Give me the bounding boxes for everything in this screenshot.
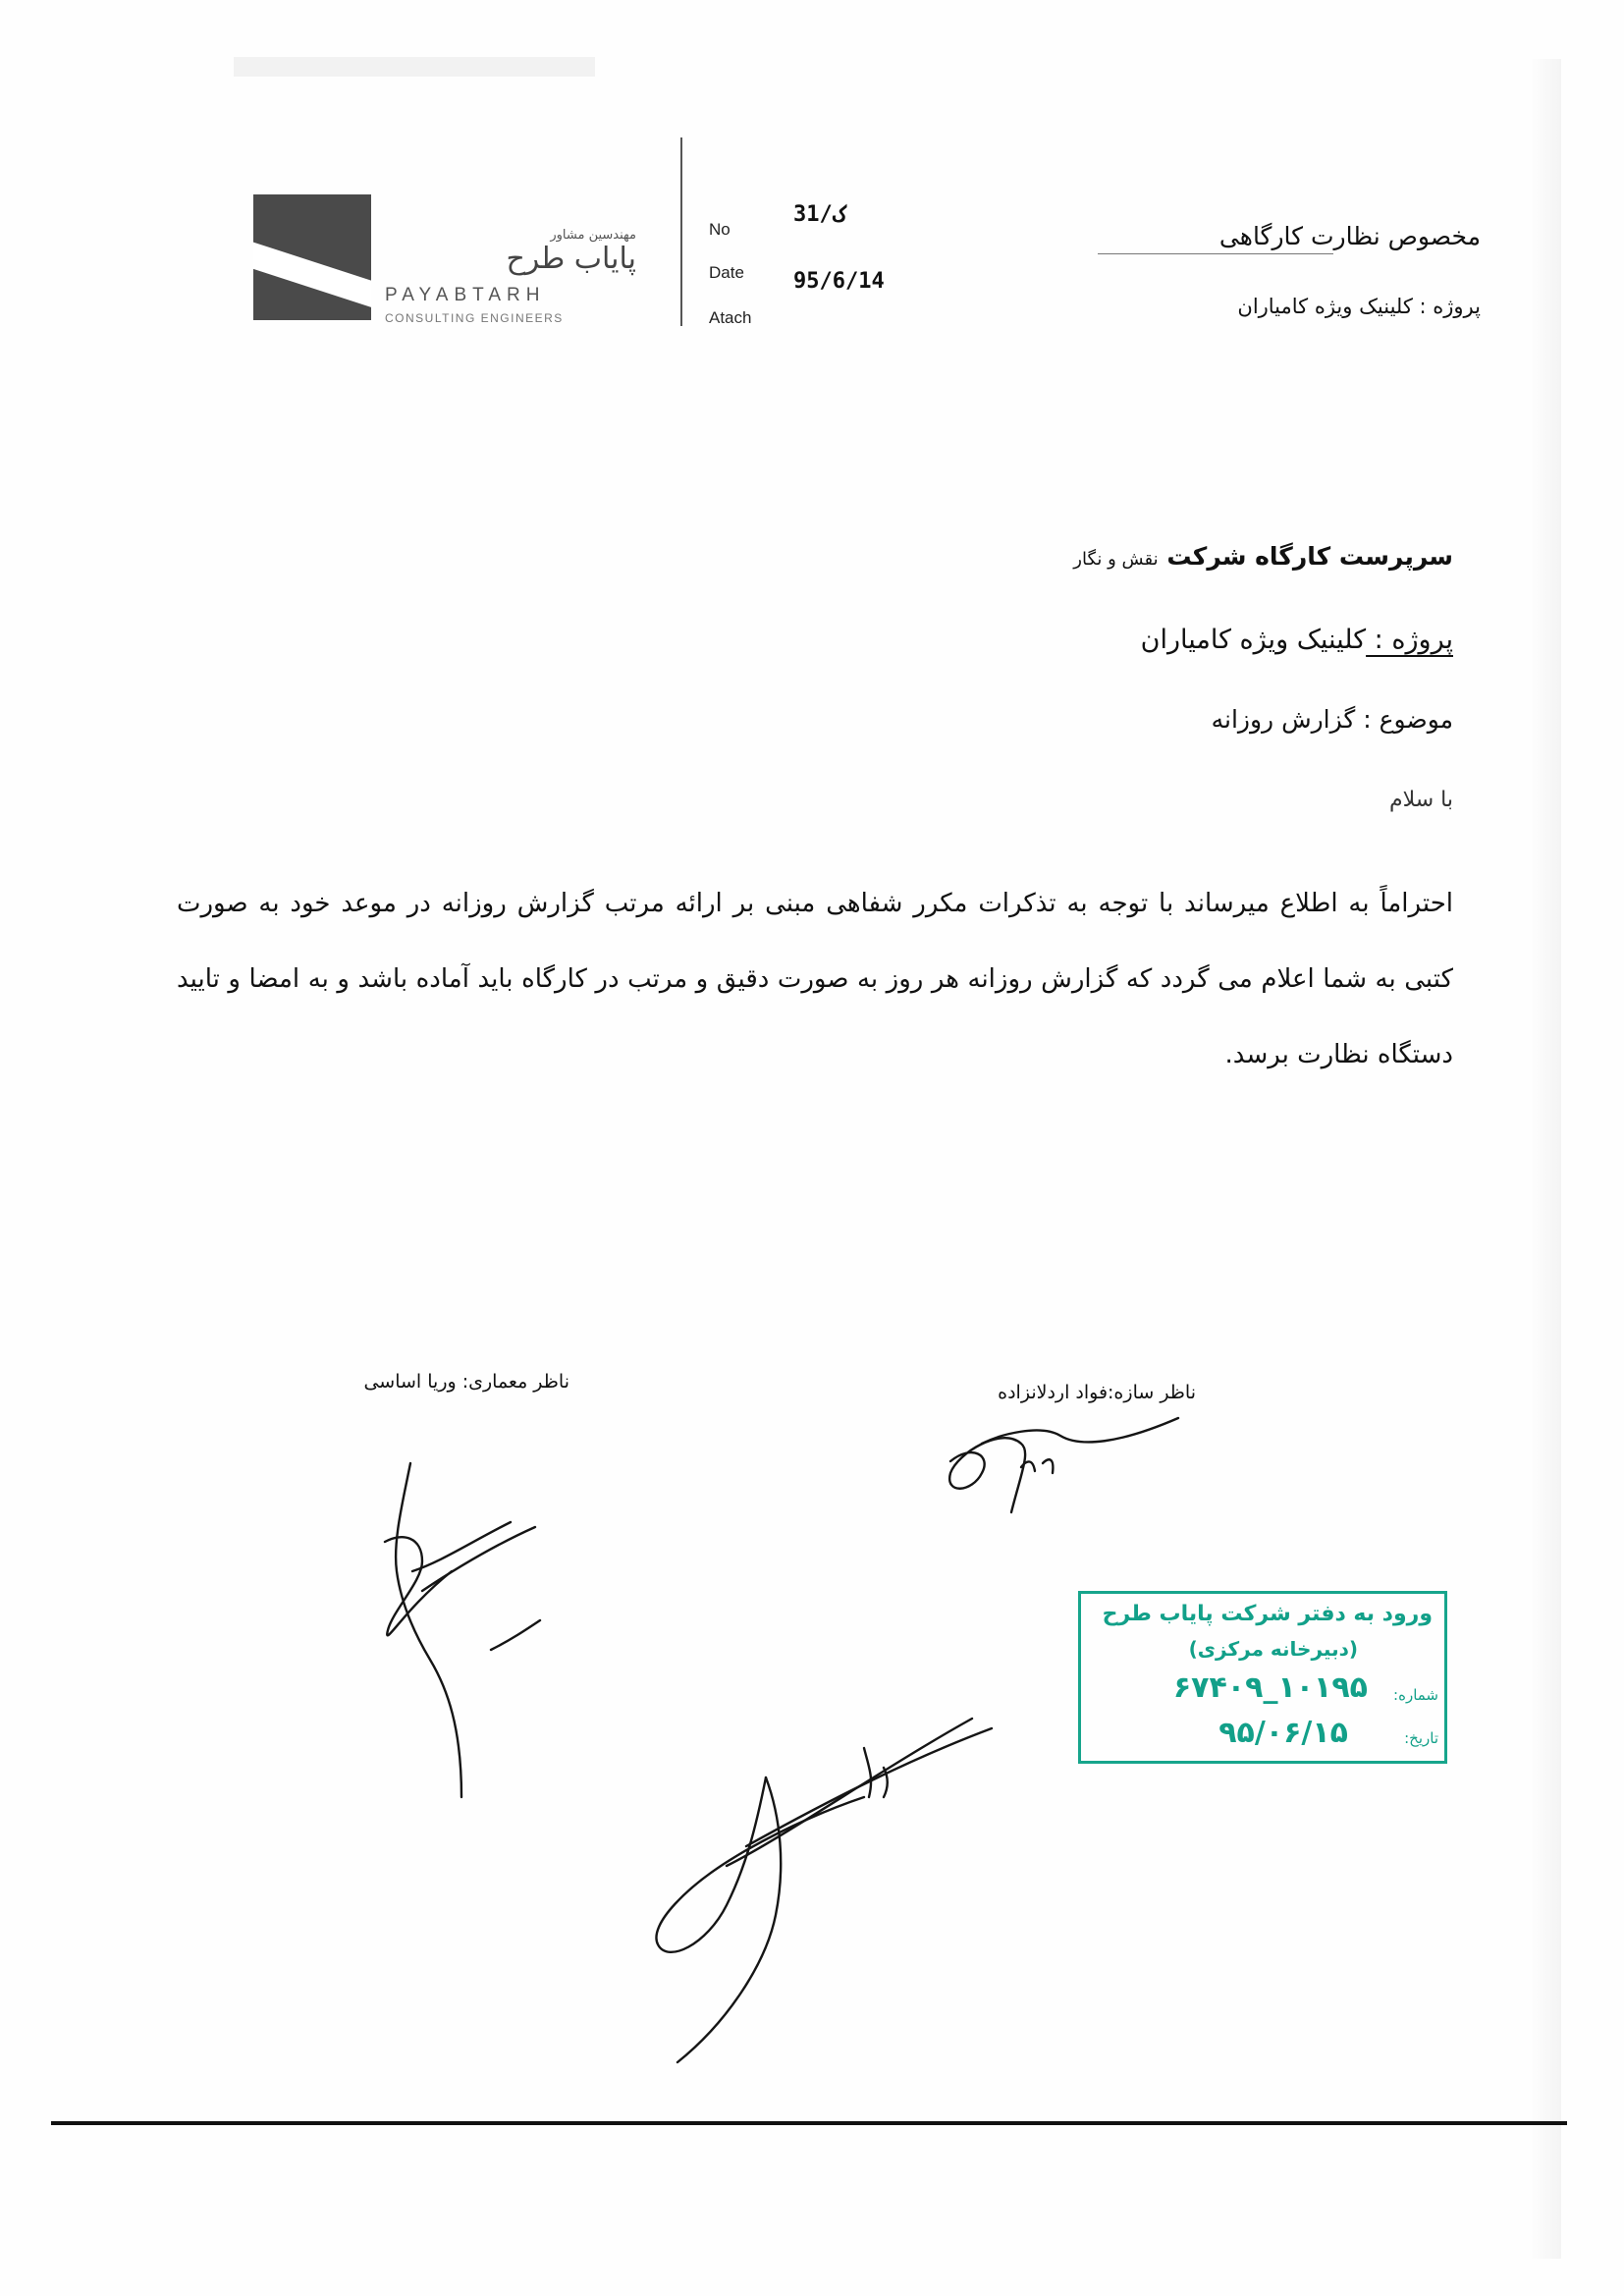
stamp-title: ورود به دفتر شرکت پایاب طرح — [1102, 1602, 1433, 1626]
architectural-supervisor-label: ناظر معماری: وریا اساسی — [363, 1371, 569, 1393]
project-label: پروژه : — [1366, 625, 1453, 655]
letter-body: احتراماً به اطلاع میرساند با توجه به تذکرات مکرر شفاهی مبنی بر ارائه مرتب گزارش روزانه در موعد خود به صورت کتبی به شما اعلام می گردد که گزارش روزانه هر روز به صورت دقیق و مرتب در کارگاه باید آماده باشد و به امضا و تایید دستگاه نظارت برسد. — [177, 889, 1453, 1069]
logo-english-name: PAYABTARH — [385, 285, 546, 305]
receipt-stamp — [1078, 1591, 1447, 1764]
letter-date: 95/6/14 — [793, 269, 885, 294]
subject-line: موضوع : گزارش روزانه — [1211, 705, 1453, 734]
stamp-date: ۹۵/۰۶/۱۵ — [1218, 1716, 1348, 1750]
date-label: Date — [709, 263, 744, 282]
recipient-title: سرپرست کارگاه شرکت — [1166, 542, 1453, 571]
stamp-date-label: تاریخ: — [1404, 1729, 1438, 1747]
footer-rule — [51, 2121, 1567, 2125]
attachment-label: Atach — [709, 308, 752, 327]
stamp-number: ۱۰۱۹۵_۶۷۴۰۹ — [1172, 1670, 1368, 1705]
structural-supervisor-label: ناظر سازه:فواد اردلانزاده — [998, 1382, 1196, 1403]
logo-subtitle: CONSULTING ENGINEERS — [385, 311, 564, 325]
greeting: با سلام — [1388, 788, 1453, 812]
number-label: No — [709, 220, 731, 239]
letter-number: 31/ک — [793, 202, 845, 227]
header-title: مخصوص نظارت کارگاهی — [1218, 222, 1481, 250]
stamp-number-label: شماره: — [1393, 1686, 1438, 1704]
logo-persian-name: پایاب طرح — [506, 242, 636, 276]
header-project: پروژه : کلینیک ویژه کامیاران — [1237, 295, 1481, 318]
signature-architectural — [385, 1463, 540, 1797]
recipient-company: نقش و نگار — [1073, 549, 1159, 570]
stamp-subtitle: (دبیرخانه مرکزی) — [1188, 1637, 1358, 1661]
signature-bottom — [656, 1719, 992, 2062]
project-name: کلینیک ویژه کامیاران — [1140, 625, 1367, 655]
logo-small-text: مهندسین مشاور — [550, 228, 636, 243]
signature-structural — [949, 1418, 1178, 1512]
